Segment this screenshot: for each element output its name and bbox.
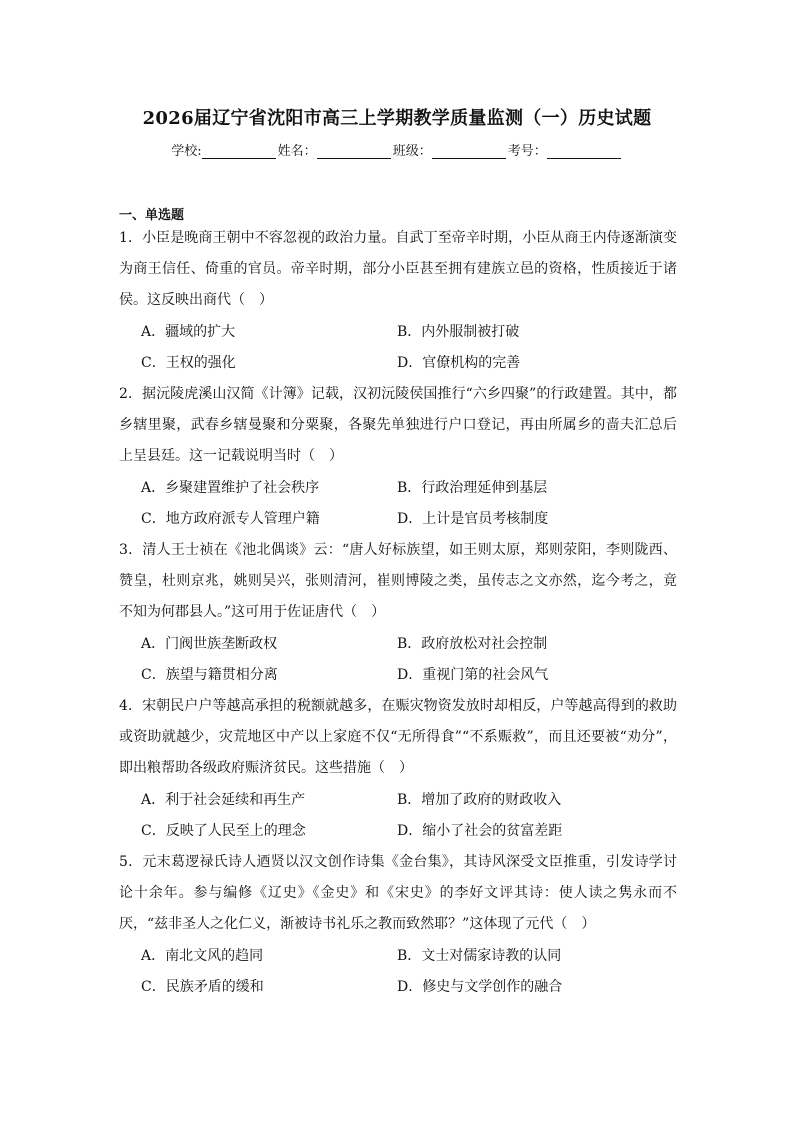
question-4-option-d: D．缩小了社会的贫富差距 — [397, 823, 563, 839]
question-5-option-a: A．南北文风的趋同 — [141, 948, 264, 964]
question-1-option-b: B．内外服制被打破 — [397, 324, 520, 340]
class-blank — [432, 144, 506, 159]
question-2-option-b: B．行政治理延伸到基层 — [397, 480, 548, 496]
name-blank — [317, 144, 391, 159]
name-label: 姓名： — [277, 144, 317, 159]
question-3-option-d: D．重视门第的社会风气 — [397, 667, 549, 683]
school-field — [171, 140, 277, 159]
exam-number-blank — [547, 144, 621, 159]
question-5-option-c: C．民族矛盾的缓和 — [141, 979, 264, 995]
question-2-option-d: D．上计是官员考核制度 — [397, 511, 549, 527]
school-blank — [202, 144, 276, 159]
question-1-option-a: A．疆域的扩大 — [141, 324, 236, 340]
question-1-option-d: D．官僚机构的完善 — [397, 355, 521, 371]
question-3-option-c: C．族望与籍贯相分离 — [141, 667, 278, 683]
question-3-option-b: B．政府放松对社会控制 — [397, 636, 548, 652]
question-5-stem: 5．元末葛逻禄氏诗人迺贤以汉文创作诗集《金台集》，其诗风深受文臣推重，引发诗学讨论十余年。参与编修《辽史》《金史》和《宋史》的李好文评其诗：使人读之隽永而不厌，“兹非圣人之化仁义，渐被诗书礼乐之教而致然耶？”这体现了元代（ ） — [119, 854, 677, 932]
question-1-option-c: C．王权的强化 — [141, 355, 236, 371]
question-4-option-a: A．利于社会延续和再生产 — [141, 792, 306, 808]
question-3-option-a: A．门阀世族垄断政权 — [141, 636, 278, 652]
question-2-option-c: C．地方政府派专人管理户籍 — [141, 511, 320, 527]
question-2-option-a: A．乡聚建置维护了社会秩序 — [141, 480, 320, 496]
exam-number-field — [508, 140, 623, 159]
question-4-stem: 4．宋朝民户户等越高承担的税额就越多，在赈灾物资发放时却相反，户等越高得到的救助或资助就越少，灾荒地区中产以上家庭不仅“无所得食”“不系赈救”，而且还要被“劝分”，即出粮帮助各级政府赈济贫民。这些措施（ ） — [119, 698, 677, 776]
exam-number-label: 考号： — [507, 144, 547, 159]
name-field — [278, 140, 393, 159]
class-field — [393, 140, 508, 159]
question-4-option-b: B．增加了政府的财政收入 — [397, 792, 562, 808]
class-label: 班级： — [392, 144, 432, 159]
question-1-stem: 1．小臣是晚商王朝中不容忽视的政治力量。自武丁至帝辛时期，小臣从商王内侍逐渐演变为商王信任、倚重的官员。帝辛时期，部分小臣甚至拥有建族立邑的资格，性质接近于诸侯。这反映出商代（ ） — [119, 230, 677, 308]
student-info-line — [0, 140, 794, 159]
exam-title: 2026届辽宁省沈阳市高三上学期教学质量监测（一）历史试题 — [142, 108, 652, 129]
question-5-option-d: D．修史与文学创作的融合 — [397, 979, 563, 995]
question-3-stem: 3．清人王士祯在《池北偶谈》云：“唐人好标族望，如王则太原，郑则荥阳，李则陇西、赞皇，杜则京兆，姚则吴兴，张则清河，崔则博陵之类，虽传志之文亦然，迄今考之，竟不知为何郡县人。”这可用于佐证唐代（ ） — [119, 542, 677, 620]
section-heading: 一、单选题 — [119, 208, 185, 223]
question-2-stem: 2．据沅陵虎溪山汉简《计簿》记载，汉初沅陵侯国推行“六乡四聚”的行政建置。其中，都乡辖里聚，武春乡辖曼聚和分粟聚，各聚先单独进行户口登记，再由所属乡的啬夫汇总后上呈县廷。这一记载说明当时（ ） — [119, 386, 677, 464]
school-label: 学校: — [171, 144, 202, 159]
question-5-option-b: B．文士对儒家诗教的认同 — [397, 948, 562, 964]
question-4-option-c: C．反映了人民至上的理念 — [141, 823, 306, 839]
